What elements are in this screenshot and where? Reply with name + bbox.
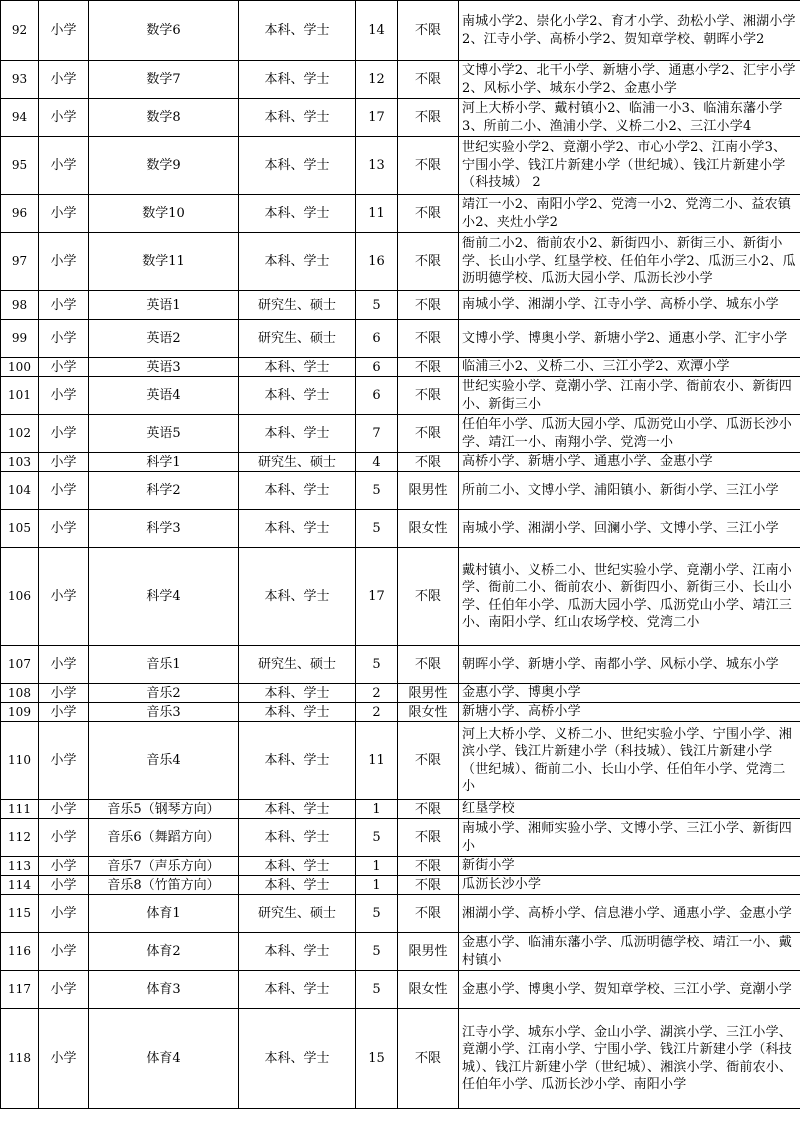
gender-requirement: 限女性 bbox=[398, 971, 459, 1009]
school-level: 小学 bbox=[39, 377, 89, 415]
education-requirement: 本科、学士 bbox=[239, 876, 356, 895]
education-requirement: 本科、学士 bbox=[239, 857, 356, 876]
gender-requirement: 不限 bbox=[398, 548, 459, 646]
table-row bbox=[1, 358, 800, 377]
position-count: 5 bbox=[356, 291, 398, 320]
gender-requirement: 不限 bbox=[398, 876, 459, 895]
school-level: 小学 bbox=[39, 684, 89, 703]
table-row bbox=[1, 453, 800, 472]
school-list: 金惠小学、博奥小学 bbox=[459, 684, 800, 703]
row-number: 113 bbox=[1, 857, 39, 876]
subject-name: 英语5 bbox=[89, 415, 239, 453]
school-list: 红垦学校 bbox=[459, 800, 800, 819]
row-number: 111 bbox=[1, 800, 39, 819]
education-requirement: 本科、学士 bbox=[239, 415, 356, 453]
education-requirement: 本科、学士 bbox=[239, 358, 356, 377]
school-level: 小学 bbox=[39, 819, 89, 857]
education-requirement: 本科、学士 bbox=[239, 510, 356, 548]
education-requirement: 本科、学士 bbox=[239, 722, 356, 800]
subject-name: 数学10 bbox=[89, 195, 239, 233]
gender-requirement: 不限 bbox=[398, 358, 459, 377]
subject-name: 音乐1 bbox=[89, 646, 239, 684]
subject-name: 英语2 bbox=[89, 320, 239, 358]
school-level: 小学 bbox=[39, 195, 89, 233]
school-list: 南城小学、湘湖小学、回澜小学、文博小学、三江小学 bbox=[459, 510, 800, 548]
gender-requirement: 不限 bbox=[398, 895, 459, 933]
subject-name: 体育3 bbox=[89, 971, 239, 1009]
subject-name: 数学11 bbox=[89, 233, 239, 291]
table-row bbox=[1, 1009, 800, 1109]
gender-requirement: 不限 bbox=[398, 291, 459, 320]
education-requirement: 本科、学士 bbox=[239, 137, 356, 195]
school-list: 高桥小学、新塘小学、通惠小学、金惠小学 bbox=[459, 453, 800, 472]
row-number: 107 bbox=[1, 646, 39, 684]
education-requirement: 本科、学士 bbox=[239, 933, 356, 971]
education-requirement: 研究生、硕士 bbox=[239, 646, 356, 684]
row-number: 98 bbox=[1, 291, 39, 320]
gender-requirement: 不限 bbox=[398, 646, 459, 684]
table-row bbox=[1, 819, 800, 857]
row-number: 105 bbox=[1, 510, 39, 548]
row-number: 93 bbox=[1, 61, 39, 99]
school-level: 小学 bbox=[39, 233, 89, 291]
education-requirement: 本科、学士 bbox=[239, 61, 356, 99]
table-row bbox=[1, 895, 800, 933]
school-level: 小学 bbox=[39, 933, 89, 971]
position-count: 2 bbox=[356, 684, 398, 703]
gender-requirement: 限女性 bbox=[398, 510, 459, 548]
school-list: 金惠小学、临浦东藩小学、瓜沥明德学校、靖江一小、戴村镇小 bbox=[459, 933, 800, 971]
position-count: 6 bbox=[356, 358, 398, 377]
row-number: 104 bbox=[1, 472, 39, 510]
education-requirement: 本科、学士 bbox=[239, 1009, 356, 1109]
gender-requirement: 限男性 bbox=[398, 472, 459, 510]
position-count: 5 bbox=[356, 933, 398, 971]
school-list: 靖江一小2、南阳小学2、党湾一小2、党湾二小、益农镇小2、夹灶小学2 bbox=[459, 195, 800, 233]
school-level: 小学 bbox=[39, 320, 89, 358]
subject-name: 音乐3 bbox=[89, 703, 239, 722]
school-list: 湘湖小学、高桥小学、信息港小学、通惠小学、金惠小学 bbox=[459, 895, 800, 933]
table-row bbox=[1, 472, 800, 510]
school-list: 新街小学 bbox=[459, 857, 800, 876]
gender-requirement: 不限 bbox=[398, 233, 459, 291]
position-count: 12 bbox=[356, 61, 398, 99]
school-level: 小学 bbox=[39, 99, 89, 137]
education-requirement: 本科、学士 bbox=[239, 195, 356, 233]
school-level: 小学 bbox=[39, 472, 89, 510]
school-level: 小学 bbox=[39, 722, 89, 800]
table-row bbox=[1, 933, 800, 971]
school-list: 戴村镇小、义桥二小、世纪实验小学、竟潮小学、江南小学、衙前二小、衙前农小、新街四小、新街三小、长山小学、任伯年小学、瓜沥大园小学、瓜沥党山小学、靖江三小、南阳小学、红山农场学校、党湾二小 bbox=[459, 548, 800, 646]
table-row bbox=[1, 61, 800, 99]
school-list: 瓜沥长沙小学 bbox=[459, 876, 800, 895]
education-requirement: 本科、学士 bbox=[239, 1, 356, 61]
subject-name: 音乐6（舞蹈方向） bbox=[89, 819, 239, 857]
subject-name: 音乐7（声乐方向） bbox=[89, 857, 239, 876]
education-requirement: 研究生、硕士 bbox=[239, 453, 356, 472]
table-row bbox=[1, 137, 800, 195]
school-level: 小学 bbox=[39, 548, 89, 646]
education-requirement: 本科、学士 bbox=[239, 548, 356, 646]
table-row bbox=[1, 195, 800, 233]
subject-name: 音乐8（竹笛方向） bbox=[89, 876, 239, 895]
subject-name: 体育4 bbox=[89, 1009, 239, 1109]
school-list: 衙前二小2、衙前农小2、新街四小、新街三小、新街小学、长山小学、红垦学校、任伯年小学2、瓜沥三小2、瓜沥明德学校、瓜沥大园小学、瓜沥长沙小学 bbox=[459, 233, 800, 291]
table-row bbox=[1, 320, 800, 358]
school-level: 小学 bbox=[39, 800, 89, 819]
subject-name: 英语4 bbox=[89, 377, 239, 415]
school-list: 临浦三小2、义桥二小、三江小学2、欢潭小学 bbox=[459, 358, 800, 377]
row-number: 96 bbox=[1, 195, 39, 233]
school-list: 文博小学、博奥小学、新塘小学2、通惠小学、汇宇小学 bbox=[459, 320, 800, 358]
row-number: 117 bbox=[1, 971, 39, 1009]
position-count: 1 bbox=[356, 876, 398, 895]
school-list: 河上大桥小学、义桥二小、世纪实验小学、宁围小学、湘滨小学、钱江片新建小学（科技城）、钱江片新建小学（世纪城）、衙前二小、长山小学、任伯年小学、党湾二小 bbox=[459, 722, 800, 800]
table-row bbox=[1, 99, 800, 137]
subject-name: 英语1 bbox=[89, 291, 239, 320]
gender-requirement: 不限 bbox=[398, 377, 459, 415]
row-number: 100 bbox=[1, 358, 39, 377]
school-list: 所前二小、文博小学、浦阳镇小、新街小学、三江小学 bbox=[459, 472, 800, 510]
school-list: 世纪实验小学、竟潮小学、江南小学、衙前农小、新街四小、新街三小 bbox=[459, 377, 800, 415]
subject-name: 科学4 bbox=[89, 548, 239, 646]
table-row bbox=[1, 703, 800, 722]
education-requirement: 本科、学士 bbox=[239, 377, 356, 415]
school-level: 小学 bbox=[39, 895, 89, 933]
education-requirement: 本科、学士 bbox=[239, 233, 356, 291]
school-list: 江寺小学、城东小学、金山小学、湖滨小学、三江小学、竟潮小学、江南小学、宁围小学、钱江片新建小学（科技城）、钱江片新建小学（世纪城）、湘滨小学、衙前农小、任伯年小学、瓜沥长沙小学、南阳小学 bbox=[459, 1009, 800, 1109]
table-row bbox=[1, 684, 800, 703]
subject-name: 科学3 bbox=[89, 510, 239, 548]
subject-name: 数学8 bbox=[89, 99, 239, 137]
school-list: 新塘小学、高桥小学 bbox=[459, 703, 800, 722]
school-level: 小学 bbox=[39, 876, 89, 895]
gender-requirement: 不限 bbox=[398, 453, 459, 472]
school-level: 小学 bbox=[39, 61, 89, 99]
school-level: 小学 bbox=[39, 1, 89, 61]
position-count: 5 bbox=[356, 971, 398, 1009]
school-level: 小学 bbox=[39, 971, 89, 1009]
school-list: 金惠小学、博奥小学、贺知章学校、三江小学、竟潮小学 bbox=[459, 971, 800, 1009]
subject-name: 体育2 bbox=[89, 933, 239, 971]
school-level: 小学 bbox=[39, 291, 89, 320]
position-count: 5 bbox=[356, 819, 398, 857]
row-number: 112 bbox=[1, 819, 39, 857]
position-count: 2 bbox=[356, 703, 398, 722]
position-count: 13 bbox=[356, 137, 398, 195]
table-row bbox=[1, 233, 800, 291]
gender-requirement: 不限 bbox=[398, 1, 459, 61]
subject-name: 音乐2 bbox=[89, 684, 239, 703]
education-requirement: 本科、学士 bbox=[239, 703, 356, 722]
subject-name: 数学7 bbox=[89, 61, 239, 99]
position-count: 5 bbox=[356, 895, 398, 933]
row-number: 101 bbox=[1, 377, 39, 415]
subject-name: 体育1 bbox=[89, 895, 239, 933]
position-count: 1 bbox=[356, 800, 398, 819]
subject-name: 音乐4 bbox=[89, 722, 239, 800]
school-level: 小学 bbox=[39, 857, 89, 876]
subject-name: 科学1 bbox=[89, 453, 239, 472]
table-row bbox=[1, 857, 800, 876]
education-requirement: 本科、学士 bbox=[239, 971, 356, 1009]
school-level: 小学 bbox=[39, 646, 89, 684]
position-count: 17 bbox=[356, 99, 398, 137]
school-level: 小学 bbox=[39, 453, 89, 472]
school-level: 小学 bbox=[39, 415, 89, 453]
school-level: 小学 bbox=[39, 358, 89, 377]
row-number: 95 bbox=[1, 137, 39, 195]
school-list: 南城小学2、崇化小学2、育才小学、劲松小学、湘湖小学2、江寺小学、高桥小学2、贺知章学校、朝晖小学2 bbox=[459, 1, 800, 61]
row-number: 94 bbox=[1, 99, 39, 137]
subject-name: 数学6 bbox=[89, 1, 239, 61]
education-requirement: 研究生、硕士 bbox=[239, 895, 356, 933]
position-count: 6 bbox=[356, 377, 398, 415]
education-requirement: 本科、学士 bbox=[239, 472, 356, 510]
school-list: 南城小学、湘师实验小学、文博小学、三江小学、新街四小 bbox=[459, 819, 800, 857]
row-number: 102 bbox=[1, 415, 39, 453]
school-list: 南城小学、湘湖小学、江寺小学、高桥小学、城东小学 bbox=[459, 291, 800, 320]
table-row bbox=[1, 722, 800, 800]
school-level: 小学 bbox=[39, 703, 89, 722]
school-level: 小学 bbox=[39, 1009, 89, 1109]
row-number: 114 bbox=[1, 876, 39, 895]
position-count: 6 bbox=[356, 320, 398, 358]
table-row bbox=[1, 1, 800, 61]
position-count: 15 bbox=[356, 1009, 398, 1109]
table-row bbox=[1, 971, 800, 1009]
position-count: 4 bbox=[356, 453, 398, 472]
subject-name: 英语3 bbox=[89, 358, 239, 377]
row-number: 115 bbox=[1, 895, 39, 933]
position-count: 7 bbox=[356, 415, 398, 453]
school-list: 文博小学2、北干小学、新塘小学、通惠小学2、汇宇小学2、风标小学、城东小学2、金惠小学 bbox=[459, 61, 800, 99]
gender-requirement: 不限 bbox=[398, 722, 459, 800]
education-requirement: 本科、学士 bbox=[239, 819, 356, 857]
row-number: 116 bbox=[1, 933, 39, 971]
gender-requirement: 不限 bbox=[398, 61, 459, 99]
school-level: 小学 bbox=[39, 510, 89, 548]
table-row bbox=[1, 876, 800, 895]
table-row bbox=[1, 800, 800, 819]
position-count: 1 bbox=[356, 857, 398, 876]
education-requirement: 本科、学士 bbox=[239, 99, 356, 137]
position-count: 11 bbox=[356, 195, 398, 233]
table-row bbox=[1, 548, 800, 646]
school-list: 河上大桥小学、戴村镇小2、临浦一小3、临浦东藩小学3、所前二小、渔浦小学、义桥二小2、三江小学4 bbox=[459, 99, 800, 137]
position-count: 14 bbox=[356, 1, 398, 61]
gender-requirement: 不限 bbox=[398, 800, 459, 819]
table-row bbox=[1, 291, 800, 320]
row-number: 118 bbox=[1, 1009, 39, 1109]
position-count: 17 bbox=[356, 548, 398, 646]
position-count: 5 bbox=[356, 646, 398, 684]
subject-name: 音乐5（钢琴方向） bbox=[89, 800, 239, 819]
row-number: 109 bbox=[1, 703, 39, 722]
education-requirement: 研究生、硕士 bbox=[239, 291, 356, 320]
position-count: 5 bbox=[356, 510, 398, 548]
table-row bbox=[1, 510, 800, 548]
row-number: 106 bbox=[1, 548, 39, 646]
school-list: 朝晖小学、新塘小学、南都小学、风标小学、城东小学 bbox=[459, 646, 800, 684]
education-requirement: 研究生、硕士 bbox=[239, 320, 356, 358]
gender-requirement: 限女性 bbox=[398, 703, 459, 722]
position-count: 11 bbox=[356, 722, 398, 800]
row-number: 103 bbox=[1, 453, 39, 472]
gender-requirement: 不限 bbox=[398, 195, 459, 233]
row-number: 92 bbox=[1, 1, 39, 61]
gender-requirement: 不限 bbox=[398, 415, 459, 453]
school-level: 小学 bbox=[39, 137, 89, 195]
table-row bbox=[1, 377, 800, 415]
school-list: 任伯年小学、瓜沥大园小学、瓜沥党山小学、瓜沥长沙小学、靖江一小、南翔小学、党湾一小 bbox=[459, 415, 800, 453]
subject-name: 数学9 bbox=[89, 137, 239, 195]
row-number: 110 bbox=[1, 722, 39, 800]
gender-requirement: 不限 bbox=[398, 99, 459, 137]
table-row bbox=[1, 415, 800, 453]
school-list: 世纪实验小学2、竟潮小学2、市心小学2、江南小学3、宁围小学、钱江片新建小学（世纪城）、钱江片新建小学（科技城） 2 bbox=[459, 137, 800, 195]
position-count: 16 bbox=[356, 233, 398, 291]
position-count: 5 bbox=[356, 472, 398, 510]
gender-requirement: 限男性 bbox=[398, 684, 459, 703]
gender-requirement: 不限 bbox=[398, 1009, 459, 1109]
education-requirement: 本科、学士 bbox=[239, 800, 356, 819]
row-number: 97 bbox=[1, 233, 39, 291]
row-number: 99 bbox=[1, 320, 39, 358]
gender-requirement: 不限 bbox=[398, 857, 459, 876]
education-requirement: 本科、学士 bbox=[239, 684, 356, 703]
gender-requirement: 限男性 bbox=[398, 933, 459, 971]
row-number: 108 bbox=[1, 684, 39, 703]
table-row bbox=[1, 646, 800, 684]
gender-requirement: 不限 bbox=[398, 819, 459, 857]
gender-requirement: 不限 bbox=[398, 137, 459, 195]
subject-name: 科学2 bbox=[89, 472, 239, 510]
gender-requirement: 不限 bbox=[398, 320, 459, 358]
